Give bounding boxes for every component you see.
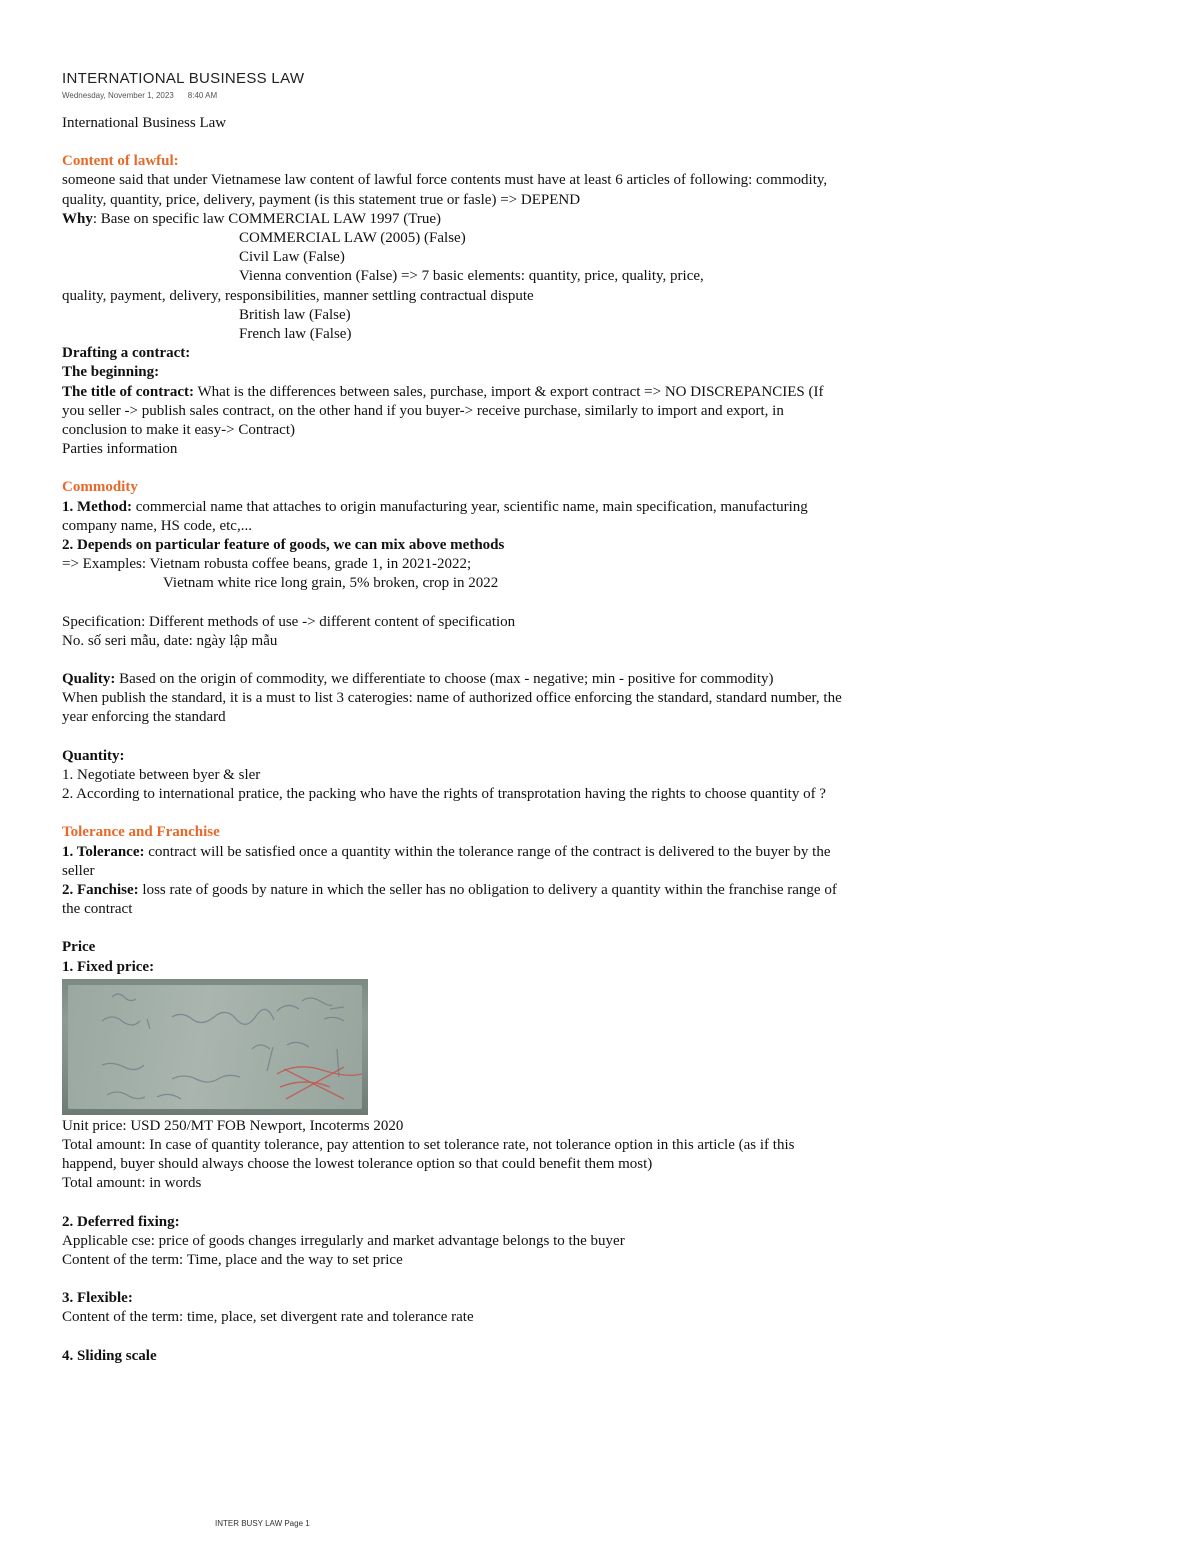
note-body bbox=[62, 114, 842, 1366]
note-time: 8:40 AM bbox=[187, 91, 218, 100]
flexible-text: Content of the term: time, place, set divergent rate and tolerance rate bbox=[62, 1309, 474, 1326]
example-2: Vietnam white rice long grain, 5% broken, crop in 2022 bbox=[163, 575, 499, 592]
applicable-case: Applicable cse: price of goods changes irregularly and market advantage belongs to the buyer bbox=[62, 1232, 625, 1249]
franchise-para bbox=[62, 881, 842, 919]
commodity-heading: Commodity bbox=[62, 479, 138, 496]
note-page bbox=[62, 70, 842, 1366]
quality-para bbox=[62, 670, 842, 689]
contract-title-text: What is the differences between sales, purchase, import & export contract => NO DISCREPANCIES (If you seller -> publish sales contract, on the other hand if you buyer-> receive purchase, similarly to import and export, in conclusion to make it easy-> Contract) bbox=[62, 383, 824, 439]
tolerance-text: contract will be satisfied once a quantity within the tolerance range of the contract is delivered to the buyer by the seller bbox=[62, 843, 831, 879]
example-1: => Examples: Vietnam robusta coffee beans, grade 1, in 2021-2022; bbox=[62, 556, 472, 573]
price-heading: Price bbox=[62, 939, 96, 956]
quality-text: Based on the origin of commodity, we differentiate to choose (max - negative; min - positive for commodity) bbox=[115, 671, 774, 688]
why-line bbox=[62, 210, 842, 229]
quantity-item-1: 1. Negotiate between byer & sler bbox=[62, 766, 261, 783]
law-2005: COMMERCIAL LAW (2005) (False) bbox=[239, 230, 466, 247]
content-of-term: Content of the term: Time, place and the way to set price bbox=[62, 1251, 403, 1268]
contract-title-para bbox=[62, 383, 842, 441]
quantity-heading: Quantity: bbox=[62, 747, 125, 764]
why-label: Why bbox=[62, 210, 93, 227]
whiteboard-scribbles bbox=[62, 979, 368, 1115]
page-footer: INTER BUSY LAW Page 1 bbox=[215, 1519, 310, 1528]
depends-line: 2. Depends on particular feature of goods, we can mix above methods bbox=[62, 537, 505, 554]
total-amount-words: Total amount: in words bbox=[62, 1175, 202, 1192]
quality-standard: When publish the standard, it is a must to list 3 caterogies: name of authorized office enforcing the standard, standard number, the year enforcing the standard bbox=[62, 690, 842, 726]
franchise-label: 2. Fanchise: bbox=[62, 881, 139, 898]
quality-label: Quality: bbox=[62, 671, 116, 688]
note-timestamp bbox=[62, 91, 842, 100]
civil-law: Civil Law (False) bbox=[239, 249, 345, 266]
parties-info: Parties information bbox=[62, 441, 178, 458]
vienna-line: Vienna convention (False) => 7 basic elements: quantity, price, quality, price, bbox=[239, 268, 704, 285]
lawful-para: someone said that under Vietnamese law content of lawful force contents must have at least 6 articles of following: commodity, quality, quantity, price, delivery, payment (is this statement true or fasle) => DEPEND bbox=[62, 172, 828, 208]
sliding-scale-heading: 4. Sliding scale bbox=[62, 1347, 157, 1364]
note-title: INTERNATIONAL BUSINESS LAW bbox=[62, 70, 305, 87]
franchise-text: loss rate of goods by nature in which the seller has no obligation to delivery a quantity within the franchise range of the contract bbox=[62, 881, 837, 918]
quantity-item-2: 2. According to international pratice, the packing who have the rights of transprotation having the rights to choose quantity of ? bbox=[62, 786, 826, 803]
fixed-price-heading: 1. Fixed price: bbox=[62, 958, 155, 975]
method-para bbox=[62, 498, 842, 536]
method-text: commercial name that attaches to origin manufacturing year, scientific name, main specification, manufacturing company name, HS code, etc,... bbox=[62, 498, 808, 534]
drafting-heading: Drafting a contract: bbox=[62, 345, 191, 362]
lawful-heading: Content of lawful: bbox=[62, 153, 179, 170]
beginning-heading: The beginning: bbox=[62, 364, 160, 381]
whiteboard-photo bbox=[62, 979, 368, 1115]
british-law: British law (False) bbox=[239, 306, 351, 323]
french-law: French law (False) bbox=[239, 326, 352, 343]
vienna-line-cont: quality, payment, delivery, responsibilities, manner settling contractual dispute bbox=[62, 287, 534, 304]
method-label: 1. Method: bbox=[62, 498, 132, 515]
note-date: Wednesday, November 1, 2023 bbox=[62, 91, 174, 100]
flexible-heading: 3. Flexible: bbox=[62, 1290, 133, 1307]
specification-line: Specification: Different methods of use -> different content of specification bbox=[62, 613, 516, 630]
unit-price: Unit price: USD 250/MT FOB Newport, Incoterms 2020 bbox=[62, 1117, 404, 1134]
course-title: International Business Law bbox=[62, 115, 227, 131]
why-text: : Base on specific law COMMERCIAL LAW 1997 (True) bbox=[92, 210, 442, 227]
serial-line: No. số seri mẫu, date: ngày lập mẫu bbox=[62, 632, 278, 649]
total-amount-note: Total amount: In case of quantity tolerance, pay attention to set tolerance rate, not tolerance option in this article (as if this happend, buyer should always choose the lowest tolerance option so that could benefit them most) bbox=[62, 1136, 795, 1173]
tolerance-heading: Tolerance and Franchise bbox=[62, 824, 220, 841]
tolerance-para bbox=[62, 843, 842, 881]
tolerance-label: 1. Tolerance: bbox=[62, 843, 145, 860]
contract-title-label: The title of contract: bbox=[62, 383, 195, 400]
deferred-heading: 2. Deferred fixing: bbox=[62, 1213, 180, 1230]
